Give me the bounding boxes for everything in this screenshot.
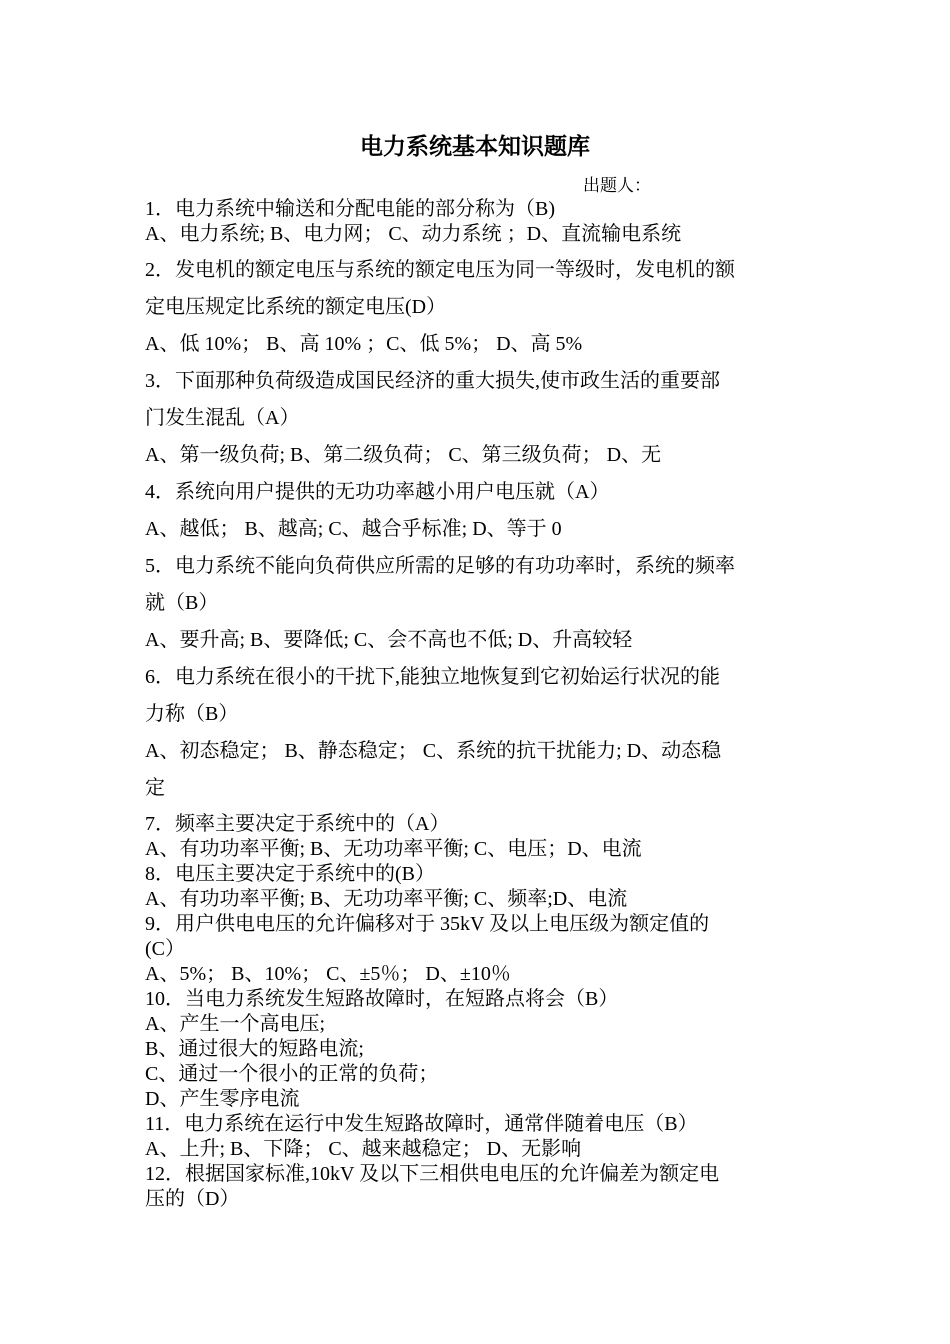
question-10: 10．当电力系统发生短路故障时，在短路点将会（B） [145,988,619,1010]
question-3-cont: 门发生混乱（A） [145,407,300,429]
question-7: 7．频率主要决定于系统中的（A） [145,813,450,835]
options-6-cont: 定 [145,777,165,799]
options-9: A、5%； B、10%； C、±5％； D、±10％ [145,963,511,985]
question-4: 4．系统向用户提供的无功功率越小用户电压就（A） [145,481,610,503]
options-3: A、第一级负荷; B、第二级负荷； C、第三级负荷； D、无 [145,444,662,466]
question-9-cont: (C） [145,938,185,960]
options-5: A、要升高; B、要降低; C、会不高也不低; D、升高较轻 [145,629,633,651]
question-6-cont: 力称（B） [145,703,239,725]
question-3: 3．下面那种负荷级造成国民经济的重大损失,使市政生活的重要部 [145,370,720,392]
option-10-b: B、通过很大的短路电流; [145,1038,364,1060]
question-9: 9．用户供电电压的允许偏移对于 35kV 及以上电压级为额定值的 [145,913,710,935]
question-11: 11．电力系统在运行中发生短路故障时，通常伴随着电压（B） [145,1113,698,1135]
options-7: A、有功功率平衡; B、无功功率平衡; C、电压；D、电流 [145,838,642,860]
question-12: 12．根据国家标准,10kV 及以下三相供电电压的允许偏差为额定电 [145,1163,720,1185]
question-5-cont: 就（B） [145,592,219,614]
options-4: A、越低； B、越高; C、越合乎标准; D、等于 0 [145,518,562,540]
question-2: 2．发电机的额定电压与系统的额定电压为同一等级时，发电机的额 [145,259,735,281]
options-6: A、初态稳定； B、静态稳定； C、系统的抗干扰能力; D、动态稳 [145,740,722,762]
question-5: 5．电力系统不能向负荷供应所需的足够的有功功率时，系统的频率 [145,555,735,577]
option-10-d: D、产生零序电流 [145,1088,300,1110]
question-list [145,197,810,1212]
question-6: 6．电力系统在很小的干扰下,能独立地恢复到它初始运行状况的能 [145,666,720,688]
question-1: 1．电力系统中输送和分配电能的部分称为（B) [145,198,555,220]
option-10-c: C、通过一个很小的正常的负荷； [145,1063,439,1085]
options-2: A、低 10%； B、高 10% ；C、低 5%； D、高 5% [145,333,583,355]
question-2-cont: 定电压规定比系统的额定电压(D） [145,296,447,318]
options-11: A、上升; B、下降； C、越来越稳定； D、无影响 [145,1138,582,1160]
question-8: 8．电压主要决定于系统中的(B） [145,863,435,885]
author-label: 出题人： [583,176,651,195]
question-12-cont: 压的（D） [145,1188,240,1210]
document-title: 电力系统基本知识题库 [360,134,590,159]
option-10-a: A、产生一个高电压; [145,1013,325,1035]
options-8: A、有功功率平衡; B、无功功率平衡; C、频率;D、电流 [145,888,628,910]
options-1: A、电力系统; B、电力网； C、动力系统 ；D、直流输电系统 [145,223,682,245]
